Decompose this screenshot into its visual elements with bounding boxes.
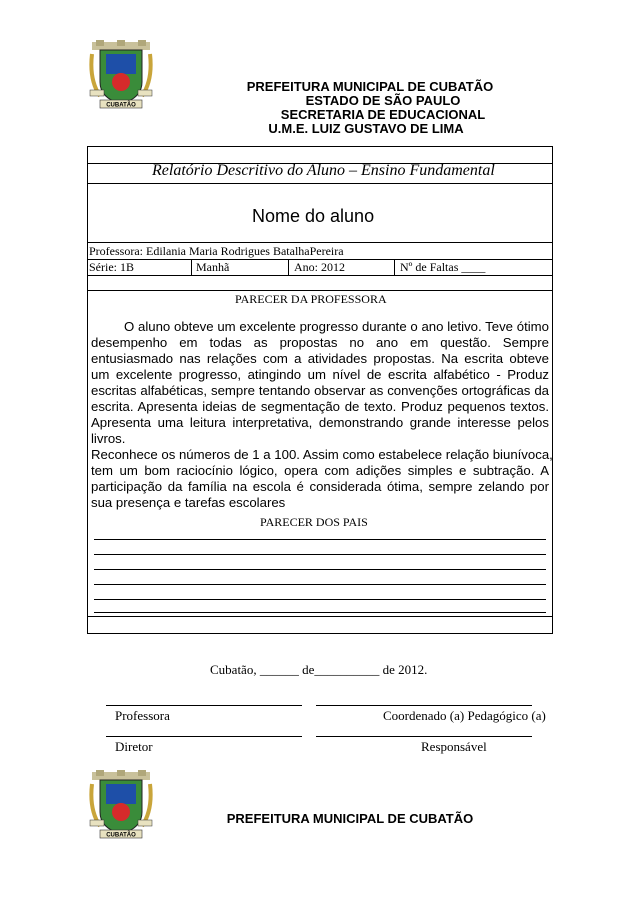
paragraph-line: Reconhece os números de 1 a 100. Assim como estabelece relação biunívoca, bbox=[91, 447, 553, 462]
bottom-title: PREFEITURA MUNICIPAL DE CUBATÃO bbox=[226, 811, 474, 826]
paragraph-line: um excelente progresso, atingindo um nível de escrita alfabético - Produz bbox=[91, 367, 549, 382]
header-line-2: ESTADO DE SÃO PAULO bbox=[305, 93, 461, 108]
paragraph-line: Apresenta uma leitura interpretativa, demonstrando grande interesse pelos bbox=[91, 415, 549, 430]
header-line-3: SECRETARIA DE EDUCACIONAL bbox=[280, 107, 486, 122]
city-crest-logo bbox=[88, 40, 154, 110]
parents-opinion-title: PARECER DOS PAIS bbox=[260, 515, 368, 529]
grade-value: Série: 1B bbox=[89, 260, 134, 274]
teacher-opinion-title: PARECER DA PROFESSORA bbox=[235, 292, 387, 306]
crest-label: CUBATÃO bbox=[106, 102, 136, 109]
student-name: Nome do aluno bbox=[252, 206, 375, 226]
shift-value: Manhã bbox=[196, 260, 230, 274]
paragraph-line: escrita. Apresenta ideias de segmentação de texto. Produz pequenos textos. bbox=[91, 399, 549, 414]
signature-coordinator-label: Coordenado (a) Pedagógico (a) bbox=[383, 708, 546, 723]
date-line: Cubatão, ______ de__________ de 2012. bbox=[210, 662, 428, 677]
paragraph-line: sua presença e tarefas escolares bbox=[91, 495, 286, 510]
header-line-1: PREFEITURA MUNICIPAL DE CUBATÃO bbox=[246, 79, 494, 94]
paragraph-line: tem um bom raciocínio lógico, opera com adições simples e subtração. A bbox=[91, 463, 549, 478]
paragraph-line: livros. bbox=[91, 431, 126, 446]
crest-label-bottom: CUBATÃO bbox=[106, 832, 136, 839]
header-line-4: U.M.E. LUIZ GUSTAVO DE LIMA bbox=[268, 121, 464, 136]
paragraph-line: escritas alfabéticas, sempre tentando observar as convenções ortográficas da bbox=[91, 383, 549, 398]
paragraph-line: participação da família na escola é considerada ótima, sempre zelando por bbox=[91, 479, 549, 494]
paragraph-line: O aluno obteve um excelente progresso durante o ano letivo. Teve ótimo bbox=[124, 319, 549, 334]
signature-teacher-label: Professora bbox=[115, 708, 170, 723]
report-title: Relatório Descritivo do Aluno – Ensino Fundamental bbox=[152, 162, 495, 179]
absences-value: Nº de Faltas ____ bbox=[400, 260, 486, 274]
city-crest-logo-bottom bbox=[88, 770, 154, 840]
signature-director-label: Diretor bbox=[115, 739, 153, 754]
signature-guardian-label: Responsável bbox=[421, 739, 487, 754]
year-value: Ano: 2012 bbox=[294, 260, 345, 274]
paragraph-line: entusiasmado nas relações com a atividades propostas. Na escrita obteve bbox=[91, 351, 549, 366]
report-table bbox=[87, 146, 553, 634]
teacher-name: Professora: Edilania Maria Rodrigues BatalhaPereira bbox=[89, 244, 344, 258]
paragraph-line: desempenho em todas as propostas no ano em questão. Sempre bbox=[91, 335, 549, 350]
